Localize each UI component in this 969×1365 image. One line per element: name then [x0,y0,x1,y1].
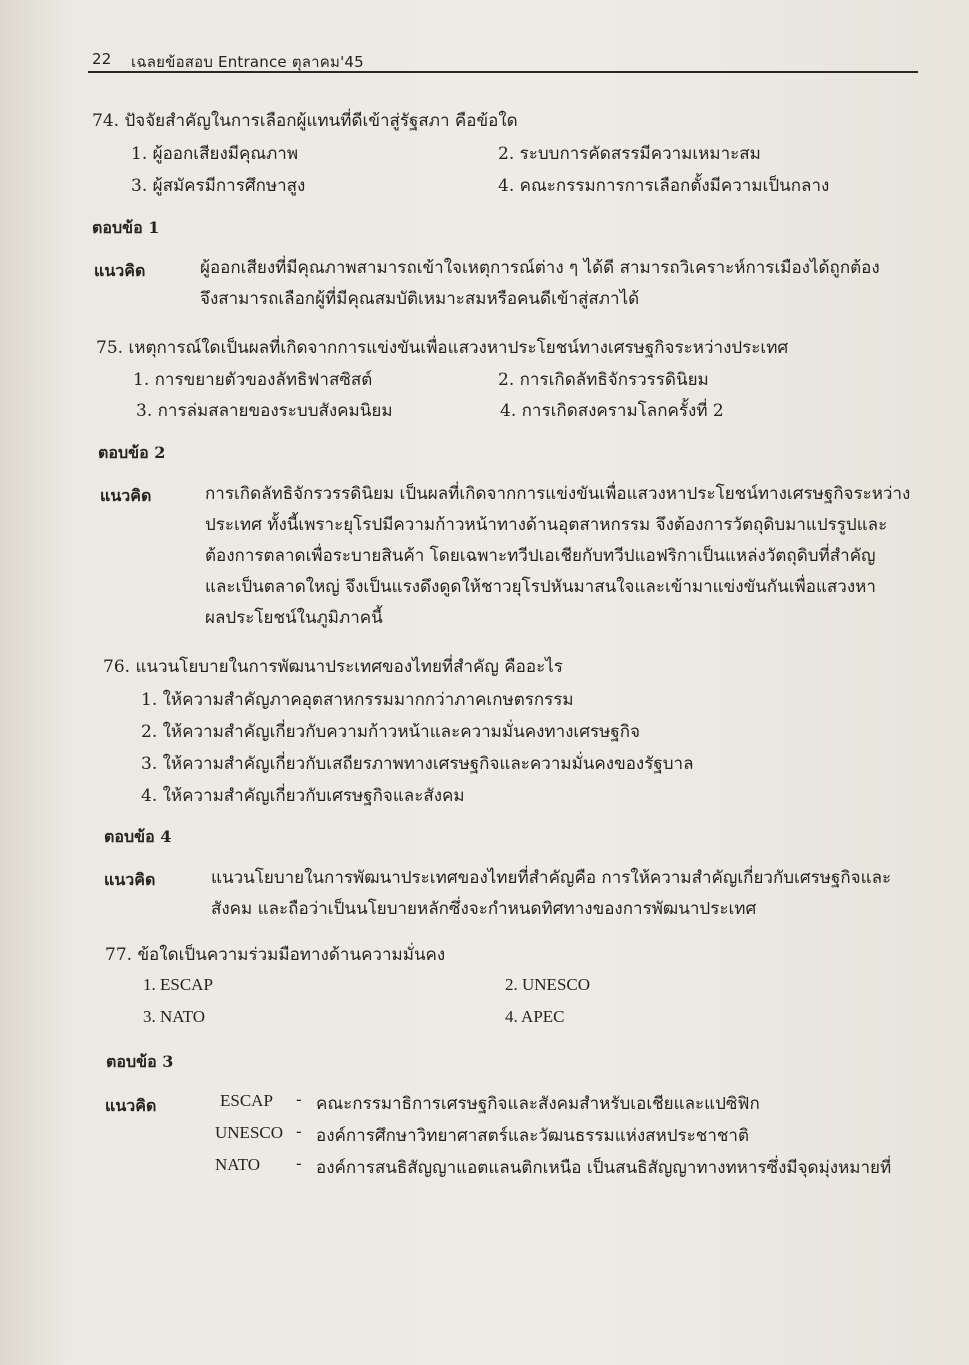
question-77-rationale-label: แนวคิด [105,1096,157,1115]
definition-dash: - [296,1122,302,1142]
question-77-option-4: 4. APEC [505,1007,565,1026]
question-76-option-3: 3. ให้ความสำคัญเกี่ยวกับเสถียรภาพทางเศรษฐกิจและความมั่นคงของรัฐบาล [141,754,694,774]
question-75-option-4: 4. การเกิดสงครามโลกครั้งที่ 2 [500,401,724,421]
running-title: เฉลยข้อสอบ Entrance ตุลาคม'45 [131,53,364,71]
question-76-answer: ตอบข้อ 4 [104,827,172,846]
rationale-line: และเป็นตลาดใหญ่ จึงเป็นแรงดึงดูดให้ชาวยุโรปหันมาสนใจและเข้ามาแข่งขันกันเพื่อแสวงหา [205,577,876,597]
definition-dash: - [296,1154,302,1174]
definition-term: NATO [215,1155,261,1174]
question-76-option-4: 4. ให้ความสำคัญเกี่ยวกับเศรษฐกิจและสังคม [141,786,465,806]
rationale-line: แนวนโยบายในการพัฒนาประเทศของไทยที่สำคัญคือ การให้ความสำคัญเกี่ยวกับเศรษฐกิจและ [211,868,892,888]
question-76-rationale-label: แนวคิด [104,870,156,889]
question-76-option-1: 1. ให้ความสำคัญภาคอุตสาหกรรมมากกว่าภาคเกษตรกรรม [141,690,574,710]
rationale-line: ผลประโยชน์ในภูมิภาคนี้ [205,608,383,628]
question-77-option-2: 2. UNESCO [505,975,591,994]
page-number: 22 [92,50,112,68]
rationale-line: การเกิดลัทธิจักรวรรดินิยม เป็นผลที่เกิดจากการแข่งขันเพื่อแสวงหาประโยชน์ทางเศรษฐกิจระหว่าง [205,484,911,504]
question-75-rationale [205,479,917,634]
rationale-line: จึงสามารถเลือกผู้ที่มีคุณสมบัติเหมาะสมหรือคนดีเข้าสู่สภาได้ [200,289,640,309]
question-75-answer: ตอบข้อ 2 [98,443,166,462]
question-76-rationale [211,863,917,925]
definition-meaning: คณะกรรมาธิการเศรษฐกิจและสังคมสำหรับเอเชียและแปซิฟิก [316,1094,760,1114]
question-75-rationale-label: แนวคิด [100,486,152,505]
question-77-answer: ตอบข้อ 3 [106,1052,174,1071]
rationale-line: ต้องการตลาดเพื่อระบายสินค้า โดยเฉพาะทวีปเอเชียกับทวีปแอฟริกาเป็นแหล่งวัตถุดิบที่สำคัญ [205,546,876,566]
question-74-option-2: 2. ระบบการคัดสรรมีความเหมาะสม [498,144,761,164]
question-74-answer: ตอบข้อ 1 [92,218,160,237]
question-75-option-3: 3. การล่มสลายของระบบสังคมนิยม [136,401,393,421]
question-74-rationale-label: แนวคิด [94,261,146,280]
definition-term: UNESCO [215,1123,284,1142]
question-77-stem: 77. ข้อใดเป็นความร่วมมือทางด้านความมั่นคง [105,945,446,965]
rationale-line: สังคม และถือว่าเป็นนโยบายหลักซึ่งจะกำหนดทิศทางของการพัฒนาประเทศ [211,899,757,919]
question-77-option-1: 1. ESCAP [143,975,213,994]
question-75-option-1: 1. การขยายตัวของลัทธิฟาสซิสต์ [133,370,373,390]
definition-meaning: องค์การศึกษาวิทยาศาสตร์และวัฒนธรรมแห่งสหประชาชาติ [316,1126,750,1146]
question-74-rationale [200,253,915,315]
question-77-option-3: 3. NATO [143,1007,206,1026]
definition-term: ESCAP [220,1091,273,1110]
question-74-option-1: 1. ผู้ออกเสียงมีคุณภาพ [131,144,299,164]
question-74-option-4: 4. คณะกรรมการการเลือกตั้งมีความเป็นกลาง [498,176,830,196]
question-74-stem: 74. ปัจจัยสำคัญในการเลือกผู้แทนที่ดีเข้าสู่รัฐสภา คือข้อใด [92,111,518,131]
question-76-option-2: 2. ให้ความสำคัญเกี่ยวกับความก้าวหน้าและความมั่นคงทางเศรษฐกิจ [141,722,641,742]
rationale-line: ผู้ออกเสียงที่มีคุณภาพสามารถเข้าใจเหตุการณ์ต่าง ๆ ได้ดี สามารถวิเคราะห์การเมืองได้ถูกต้อง [200,258,880,278]
question-74-option-3: 3. ผู้สมัครมีการศึกษาสูง [131,176,306,196]
definition-meaning: องค์การสนธิสัญญาแอตแลนติกเหนือ เป็นสนธิสัญญาทางทหารซึ่งมีจุดมุ่งหมายที่ [316,1158,892,1178]
question-75-option-2: 2. การเกิดลัทธิจักรวรรดินิยม [498,370,709,390]
question-76-stem: 76. แนวนโยบายในการพัฒนาประเทศของไทยที่สำคัญ คืออะไร [103,657,563,677]
question-75-stem: 75. เหตุการณ์ใดเป็นผลที่เกิดจากการแข่งขันเพื่อแสวงหาประโยชน์ทางเศรษฐกิจระหว่างประเทศ [96,338,789,358]
definition-dash: - [296,1090,302,1110]
header-rule [88,71,918,73]
rationale-line: ประเทศ ทั้งนี้เพราะยุโรปมีความก้าวหน้าทางด้านอุตสาหกรรม จึงต้องการวัตถุดิบมาแปรรูปและ [205,515,888,535]
